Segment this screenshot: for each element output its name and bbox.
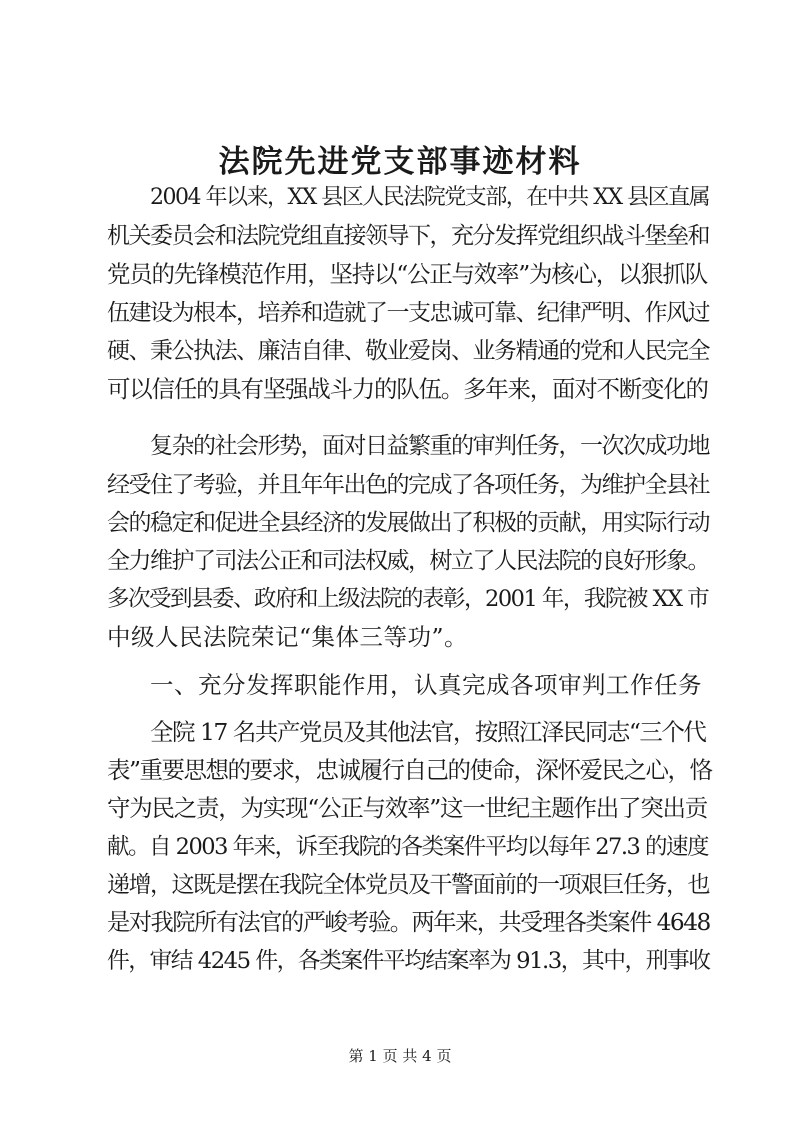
text-line: 党员的先锋模范作用，坚持以“公正与效率”为核心，以狠抓队 (107, 260, 708, 288)
text-line: 伍建设为根本，培养和造就了一支忠诚可靠、纪律严明、作风过 (107, 300, 709, 326)
text-line: 2004 年以来，XX 县区人民法院党支部，在中共 XX 县区直属 (150, 185, 710, 210)
text-line: 全院 17 名共产党员及其他法官，按照江泽民同志“三个代 (150, 718, 706, 746)
page-footer: 第 1 页 共 4 页 (348, 1047, 452, 1065)
text-line: 多次受到县委、政府和上级法院的表彰，2001 年，我院被 XX 市 (107, 586, 709, 612)
text-line: 可以信任的具有坚强战斗力的队伍。多年来，面对不断变化的 (107, 375, 708, 403)
text-line: 机关委员会和法院党组直接领导下，充分发挥党组织战斗堡垒和 (107, 223, 709, 249)
text-line: 全力维护了司法公正和司法权威，树立了人民法院的良好形象。 (107, 548, 709, 574)
section-heading: 一、充分发挥职能作用，认真完成各项审判工作任务 (150, 671, 702, 699)
document-title: 法院先进党支部事迹材料 (218, 144, 582, 180)
text-line: 守为民之责，为实现“公正与效率”这一世纪主题作出了突出贡 (107, 794, 708, 822)
text-line: 硬、秉公执法、廉洁自律、敬业爱岗、业务精通的党和人民完全 (107, 338, 709, 364)
text-line: 表”重要思想的要求，忠诚履行自己的使命，深怀爱民之心，恪 (107, 756, 712, 784)
text-line: 复杂的社会形势，面对日益繁重的审判任务，一次次成功地 (150, 433, 709, 459)
text-line: 经受住了考验，并且年年出色的完成了各项任务，为维护全县社 (107, 472, 709, 498)
text-line: 献。自 2003 年来，诉至我院的各类案件平均以每年 27.3 的速度 (107, 834, 708, 860)
text-line: 递增，这既是摆在我院全体党员及干警面前的一项艰巨任务，也 (107, 872, 709, 898)
text-line: 件，审结 4245 件，各类案件平均结案率为 91.3，其中，刑事收 (107, 948, 710, 974)
text-line: 中级人民法院荣记“集体三等功”。 (107, 623, 469, 651)
text-line: 会的稳定和促进全县经济的发展做出了积极的贡献，用实际行动 (107, 510, 709, 536)
text-line: 是对我院所有法官的严峻考验。两年来，共受理各类案件 4648 (107, 909, 710, 936)
